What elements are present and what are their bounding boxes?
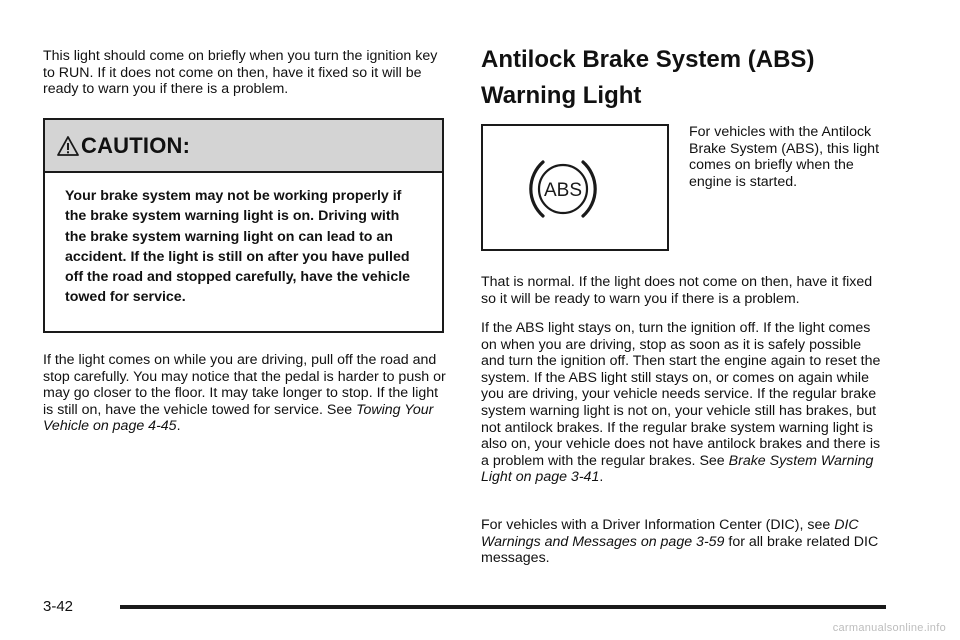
normal-paragraph: That is normal. If the light does not come on then, have it fixed so it will be ready to warn you if there is a problem. (481, 274, 873, 307)
caution-box (43, 118, 444, 333)
abs-side-text: For vehicles with the Antilock Brake System (ABS), this light comes on briefly when the engine is started. (689, 124, 880, 190)
section-heading (481, 42, 885, 114)
stays-on-paragraph (481, 320, 885, 486)
heading-line-1: Antilock Brake System (ABS) (481, 46, 815, 73)
driving-text-end: . (176, 418, 181, 435)
stays-on-text: If the ABS light stays on, turn the ignition off. If the light comes on when you are driving, stop as soon as it is safely possible and turn the ignition off. Then start the engine again to reset the system. If the ABS light still stays on, or comes on again while you are driving, your vehicle needs service. If the regular brake system warning light is not on, your vehicle still has brakes, but not antilock brakes. If the regular brake system warning light is also on, your vehicle does not have antilock brakes and there is a problem with the regular brakes. See (481, 320, 881, 469)
brake-warning-reference-link[interactable]: Brake System Warning Light on page 3-41 (481, 452, 874, 486)
towing-reference-link[interactable]: Towing Your Vehicle on page 4-45 (43, 401, 434, 435)
abs-warning-light-icon (483, 126, 667, 249)
caution-title: CAUTION: (81, 132, 191, 158)
intro-paragraph: This light should come on briefly when you turn the ignition key to RUN. If it does not come on then, have it fixed so it will be ready to warn you if there is a problem. (43, 48, 438, 98)
warning-triangle-icon (57, 135, 79, 157)
stays-on-text-end: . (599, 469, 604, 486)
dic-paragraph (481, 517, 885, 567)
heading-line-2: Warning Light (481, 82, 642, 109)
dic-reference-link[interactable]: DIC Warnings and Messages on page 3-59 (481, 517, 859, 550)
dic-text: For vehicles with a Driver Information Center (DIC), see (481, 517, 835, 533)
caution-header (45, 120, 442, 173)
driving-text: If the light comes on while you are driving, pull off the road and stop carefully. You may notice that the pedal is harder to push or may go closer to the floor. It may take longer to stop. If the light is still on, have the vehicle towed for service. See (43, 352, 446, 418)
abs-symbol-label: ABS (543, 180, 583, 201)
dic-text-end: for all brake related DIC messages. (481, 533, 879, 567)
caution-text: Your brake system may not be working properly if the brake system warning light is on. Driving with the brake system warning light on can lead to an accident. If the light is still on after you have pulled off the road and stopped carefully, have the vehicle towed for service. (65, 188, 411, 306)
driving-paragraph (43, 352, 448, 435)
page-number: 3-42 (43, 598, 74, 615)
footer-rule (120, 605, 886, 609)
abs-symbol-box (481, 124, 669, 251)
watermark: carmanualsonline.info (832, 622, 946, 634)
